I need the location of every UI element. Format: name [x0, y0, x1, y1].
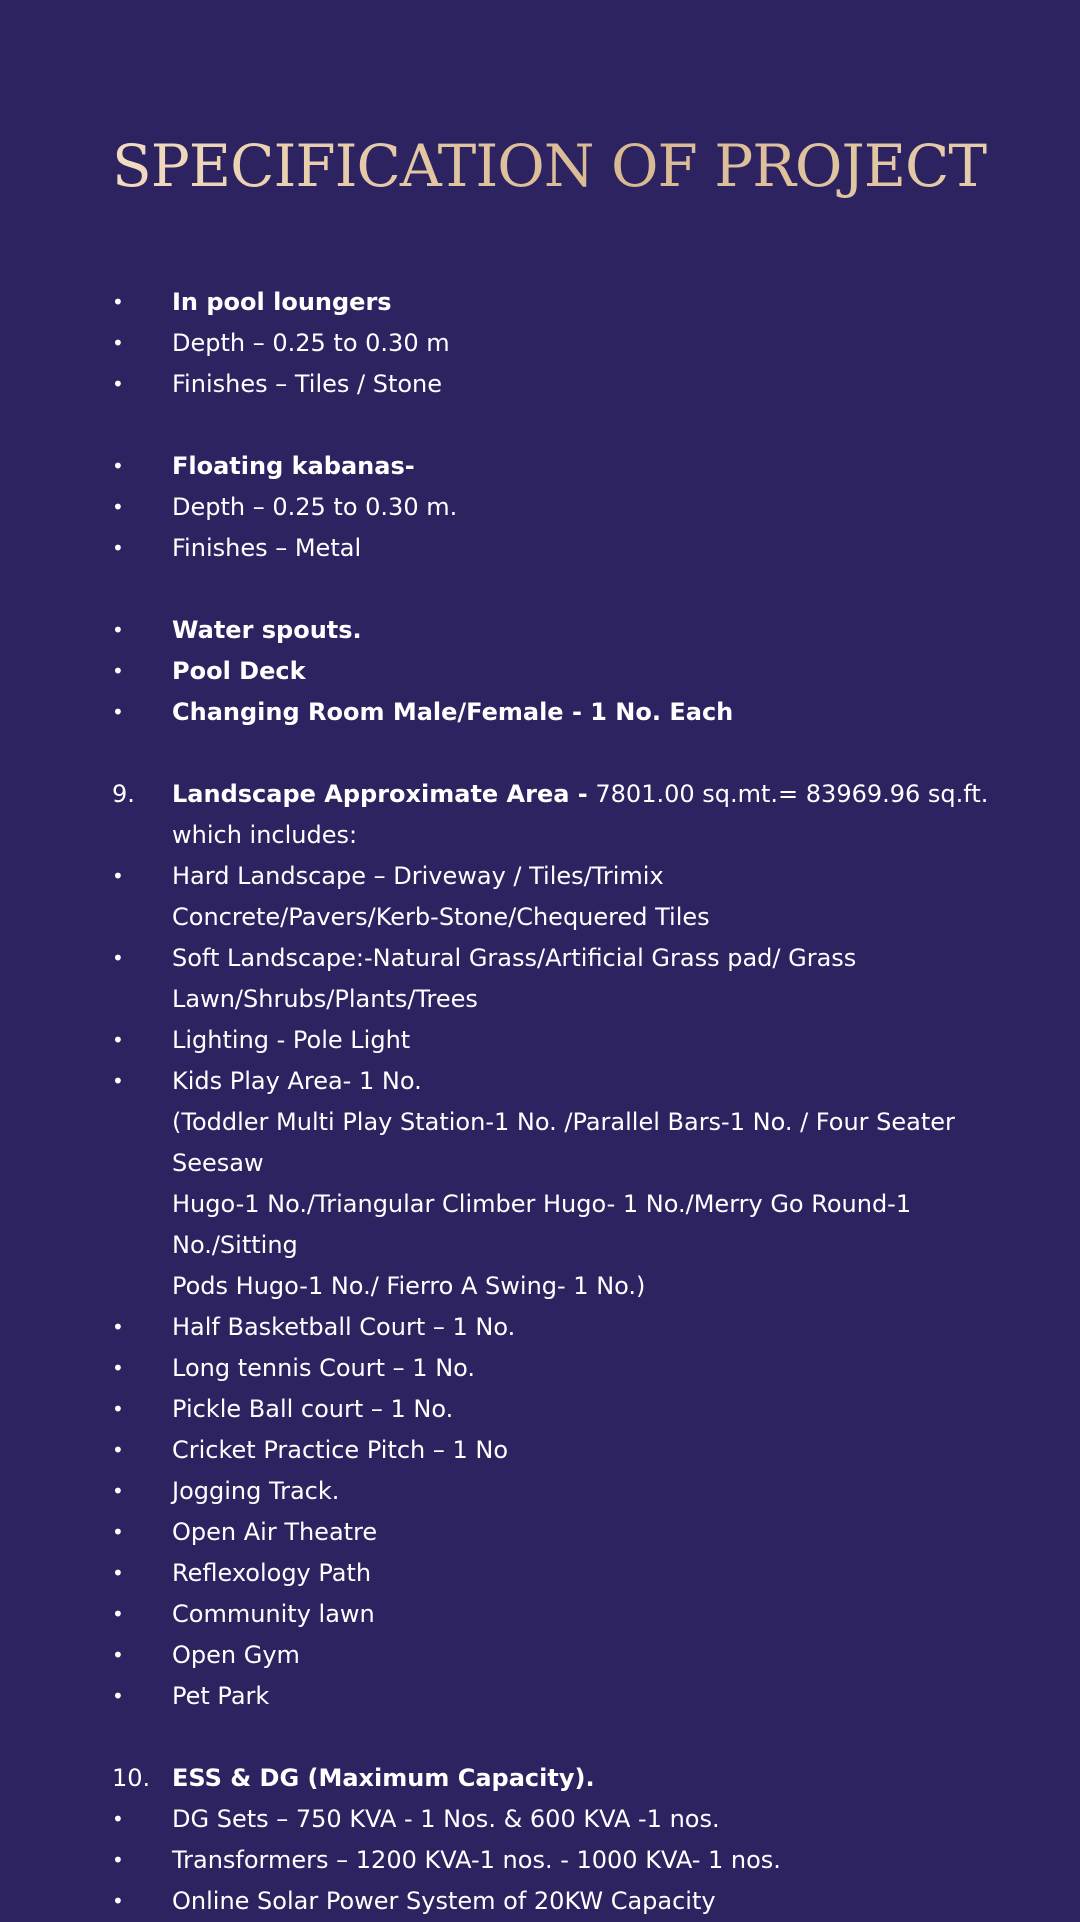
item-text: Hugo-1 No./Triangular Climber Hugo- 1 No./Merry Go Round-1 No./Sitting [172, 1190, 912, 1259]
list-item-pool-deck [112, 651, 1040, 692]
list-item-pickle-ball-court [112, 1389, 1040, 1430]
item-text: Half Basketball Court – 1 No. [172, 1313, 516, 1341]
section-ess-dg-heading [112, 1758, 1040, 1799]
bullet-icon: • [112, 1602, 124, 1626]
bullet-icon: • [112, 946, 124, 970]
bullet-icon: • [112, 1889, 124, 1913]
bullet-icon: • [112, 618, 124, 642]
list-item-kabana-finishes [112, 528, 1040, 569]
list-item-floating-kabanas [112, 446, 1040, 487]
item-text: Finishes – Tiles / Stone [172, 370, 443, 398]
item-text: Open Air Theatre [172, 1518, 378, 1546]
kids-play-detail-line-1 [112, 1102, 1040, 1184]
list-item-hard-landscape-cont [112, 897, 1040, 938]
specification-list [112, 282, 1040, 1922]
spacer [112, 733, 1040, 774]
item-text: which includes: [172, 821, 358, 849]
list-item-dg-sets [112, 1799, 1040, 1840]
list-item-hard-landscape [112, 856, 1040, 897]
list-item-soft-landscape-cont [112, 979, 1040, 1020]
list-item-pet-park [112, 1676, 1040, 1717]
item-text: (Toddler Multi Play Station-1 No. /Parallel Bars-1 No. / Four Seater Seesaw [172, 1108, 955, 1177]
bullet-icon: • [112, 372, 124, 396]
bullet-icon: • [112, 1848, 124, 1872]
item-text: Lighting - Pole Light [172, 1026, 411, 1054]
bullet-icon: • [112, 1356, 124, 1380]
item-text: Reflexology Path [172, 1559, 372, 1587]
landscape-area: 7801.00 sq.mt.= 83969.96 sq.ft. [587, 780, 989, 808]
bullet-icon: • [112, 659, 124, 683]
bullet-icon: • [112, 864, 124, 888]
item-heading: Changing Room Male/Female - 1 No. Each [172, 698, 734, 726]
kids-play-detail-line-2 [112, 1184, 1040, 1266]
kids-play-detail-line-3 [112, 1266, 1040, 1307]
section-heading: Landscape Approximate Area - [172, 780, 588, 808]
list-item-transformers [112, 1840, 1040, 1881]
bullet-icon: • [112, 331, 124, 355]
item-heading: Floating kabanas- [172, 452, 415, 480]
list-item-open-gym [112, 1635, 1040, 1676]
list-item-solar-power [112, 1881, 1040, 1922]
bullet-icon: • [112, 1684, 124, 1708]
list-item-lounger-finishes [112, 364, 1040, 405]
item-text: Cricket Practice Pitch – 1 No [172, 1436, 509, 1464]
item-heading: Pool Deck [172, 657, 306, 685]
item-text: Lawn/Shrubs/Plants/Trees [172, 985, 478, 1013]
item-heading: Water spouts. [172, 616, 362, 644]
list-item-open-air-theatre [112, 1512, 1040, 1553]
bullet-icon: • [112, 1438, 124, 1462]
list-item-lighting [112, 1020, 1040, 1061]
list-item-tennis-court [112, 1348, 1040, 1389]
bullet-icon: • [112, 1397, 124, 1421]
item-text: Online Solar Power System of 20KW Capacity [172, 1887, 716, 1915]
spacer [112, 1717, 1040, 1758]
item-heading: In pool loungers [172, 288, 392, 316]
page-title: SPECIFICATION OF PROJECT [112, 118, 1040, 214]
bullet-icon: • [112, 1561, 124, 1585]
bullet-icon: • [112, 290, 124, 314]
bullet-icon: • [112, 1028, 124, 1052]
bullet-icon: • [112, 454, 124, 478]
item-text: Soft Landscape:-Natural Grass/Artificial Grass pad/ Grass [172, 944, 857, 972]
item-text: Kids Play Area- 1 No. [172, 1067, 422, 1095]
spacer [112, 405, 1040, 446]
item-text: Pods Hugo-1 No./ Fierro A Swing- 1 No.) [172, 1272, 646, 1300]
item-text: Community lawn [172, 1600, 375, 1628]
list-item-reflexology-path [112, 1553, 1040, 1594]
list-item-kabana-depth [112, 487, 1040, 528]
bullet-icon: • [112, 700, 124, 724]
item-text: Transformers – 1200 KVA-1 nos. - 1000 KVA- 1 nos. [172, 1846, 781, 1874]
section-number: 10. [112, 1764, 151, 1792]
bullet-icon: • [112, 1479, 124, 1503]
item-text: Finishes – Metal [172, 534, 362, 562]
item-text: Hard Landscape – Driveway / Tiles/Trimix [172, 862, 664, 890]
bullet-icon: • [112, 1520, 124, 1544]
bullet-icon: • [112, 536, 124, 560]
section-heading-line [172, 774, 1040, 815]
list-item-changing-room [112, 692, 1040, 733]
list-item-community-lawn [112, 1594, 1040, 1635]
item-text: Pickle Ball court – 1 No. [172, 1395, 454, 1423]
bullet-icon: • [112, 1315, 124, 1339]
section-number: 9. [112, 780, 135, 808]
item-text: Concrete/Pavers/Kerb-Stone/Chequered Tiles [172, 903, 710, 931]
item-text: Long tennis Court – 1 No. [172, 1354, 476, 1382]
item-text: Depth – 0.25 to 0.30 m [172, 329, 450, 357]
list-item-in-pool-loungers [112, 282, 1040, 323]
spacer [112, 569, 1040, 610]
item-text: Jogging Track. [172, 1477, 340, 1505]
list-item-jogging-track [112, 1471, 1040, 1512]
item-text: Pet Park [172, 1682, 270, 1710]
section-landscape-heading [112, 774, 1040, 815]
landscape-includes-row [112, 815, 1040, 856]
item-text: Open Gym [172, 1641, 300, 1669]
bullet-icon: • [112, 1069, 124, 1093]
item-text: DG Sets – 750 KVA - 1 Nos. & 600 KVA -1 nos. [172, 1805, 720, 1833]
list-item-water-spouts [112, 610, 1040, 651]
list-item-kids-play-area [112, 1061, 1040, 1102]
section-heading: ESS & DG (Maximum Capacity). [172, 1764, 595, 1792]
list-item-cricket-pitch [112, 1430, 1040, 1471]
bullet-icon: • [112, 1807, 124, 1831]
list-item-basketball-court [112, 1307, 1040, 1348]
list-item-lounger-depth [112, 323, 1040, 364]
bullet-icon: • [112, 495, 124, 519]
list-item-soft-landscape [112, 938, 1040, 979]
bullet-icon: • [112, 1643, 124, 1667]
item-text: Depth – 0.25 to 0.30 m. [172, 493, 458, 521]
